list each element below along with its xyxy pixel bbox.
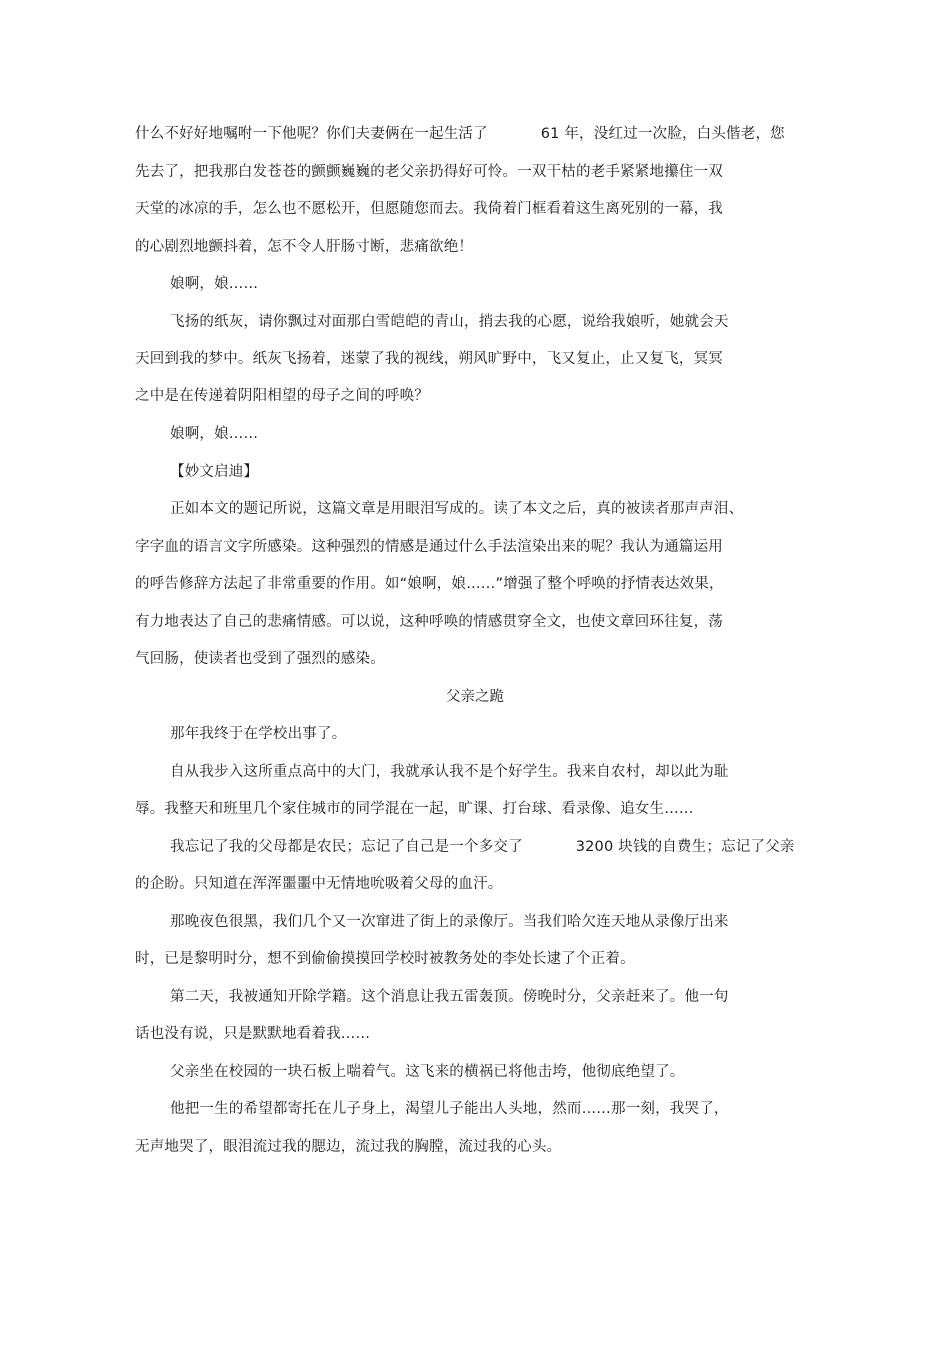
text-line: 天堂的冰凉的手，怎么也不愿松开，但愿随您而去。我倚着门框看着这生离死别的一幕，我 [135, 201, 723, 217]
text-line: 话也没有说，只是默默地看着我…… [135, 1026, 371, 1042]
text-line: 无声地哭了，眼泪流过我的腮边，流过我的胸膛，流过我的心头。 [135, 1139, 562, 1155]
article-title: 父亲之跪 [446, 689, 504, 705]
text-line: 之中是在传递着阴阳相望的母子之间的呼唤？ [135, 388, 429, 404]
text-line: 的心剧烈地颤抖着，怎不令人肝肠寸断，悲痛欲绝！ [135, 239, 474, 255]
text-line: 自从我步入这所重点高中的大门，我就承认我不是个好学生。我来自农村，却以此为耻 [170, 764, 729, 780]
text-line: 气回肠，使读者也受到了强烈的感染。 [135, 651, 385, 667]
text-line: 飞扬的纸灰，请你飘过对面那白雪皑皑的青山，捎去我的心愿，说给我娘听，她就会天 [170, 314, 729, 330]
text-line: 的企盼。只知道在浑浑噩噩中无情地吮吸着父母的血汗。 [135, 876, 503, 892]
text-line: 那年我终于在学校出事了。 [170, 726, 347, 742]
text-line: 父亲坐在校园的一块石板上喘着气。这飞来的横祸已将他击垮，他彻底绝望了。 [170, 1064, 685, 1080]
text-line: 字字血的语言文字所感染。这种强烈的情感是通过什么手法渲染出来的呢？我认为通篇运用 [135, 539, 723, 555]
text-line: 天回到我的梦中。纸灰飞扬着，迷蒙了我的视线，朔风旷野中，飞又复止，止又复飞，冥冥 [135, 351, 723, 367]
text-line: 先去了，把我那白发苍苍的颤颤巍巍的老父亲扔得好可怜。一双干枯的老手紧紧地攥住一双 [135, 164, 723, 180]
text-line: 那晚夜色很黑，我们几个又一次窜进了街上的录像厅。当我们哈欠连天地从录像厅出来 [170, 914, 729, 930]
text-line: 有力地表达了自己的悲痛情感。可以说，这种呼唤的情感贯穿全文，也使文章回环往复，荡 [135, 614, 723, 630]
text-line: 他把一生的希望都寄托在儿子身上，渴望儿子能出人头地，然而……那一刻，我哭了， [170, 1101, 729, 1117]
text-line: 什么不好好地嘱咐一下他呢？你们夫妻俩在一起生活了 61 年，没红过一次脸，白头偕老，您 [135, 126, 785, 142]
text-line: 娘啊，娘…… [170, 276, 259, 292]
text-line: 第二天，我被通知开除学籍。这个消息让我五雷轰顶。傍晚时分，父亲赶来了。他一句 [170, 989, 729, 1005]
text-line: 的呼告修辞方法起了非常重要的作用。如“娘啊，娘……”增强了整个呼唤的抒情表达效果， [135, 576, 724, 592]
text-line: 辱。我整天和班里几个家住城市的同学混在一起，旷课、打台球、看录像、追女生…… [135, 801, 694, 817]
section-heading: 【妙文启迪】 [170, 464, 259, 480]
text-line: 我忘记了我的父母都是农民；忘记了自己是一个多交了 3200 块钱的自费生；忘记了父亲 [170, 839, 795, 855]
text-line: 娘啊，娘…… [170, 426, 259, 442]
text-line: 时，已是黎明时分，想不到偷偷摸摸回学校时被教务处的李处长逮了个正着。 [135, 951, 635, 967]
text-line: 正如本文的题记所说，这篇文章是用眼泪写成的。读了本文之后，真的被读者那声声泪、 [170, 501, 744, 517]
